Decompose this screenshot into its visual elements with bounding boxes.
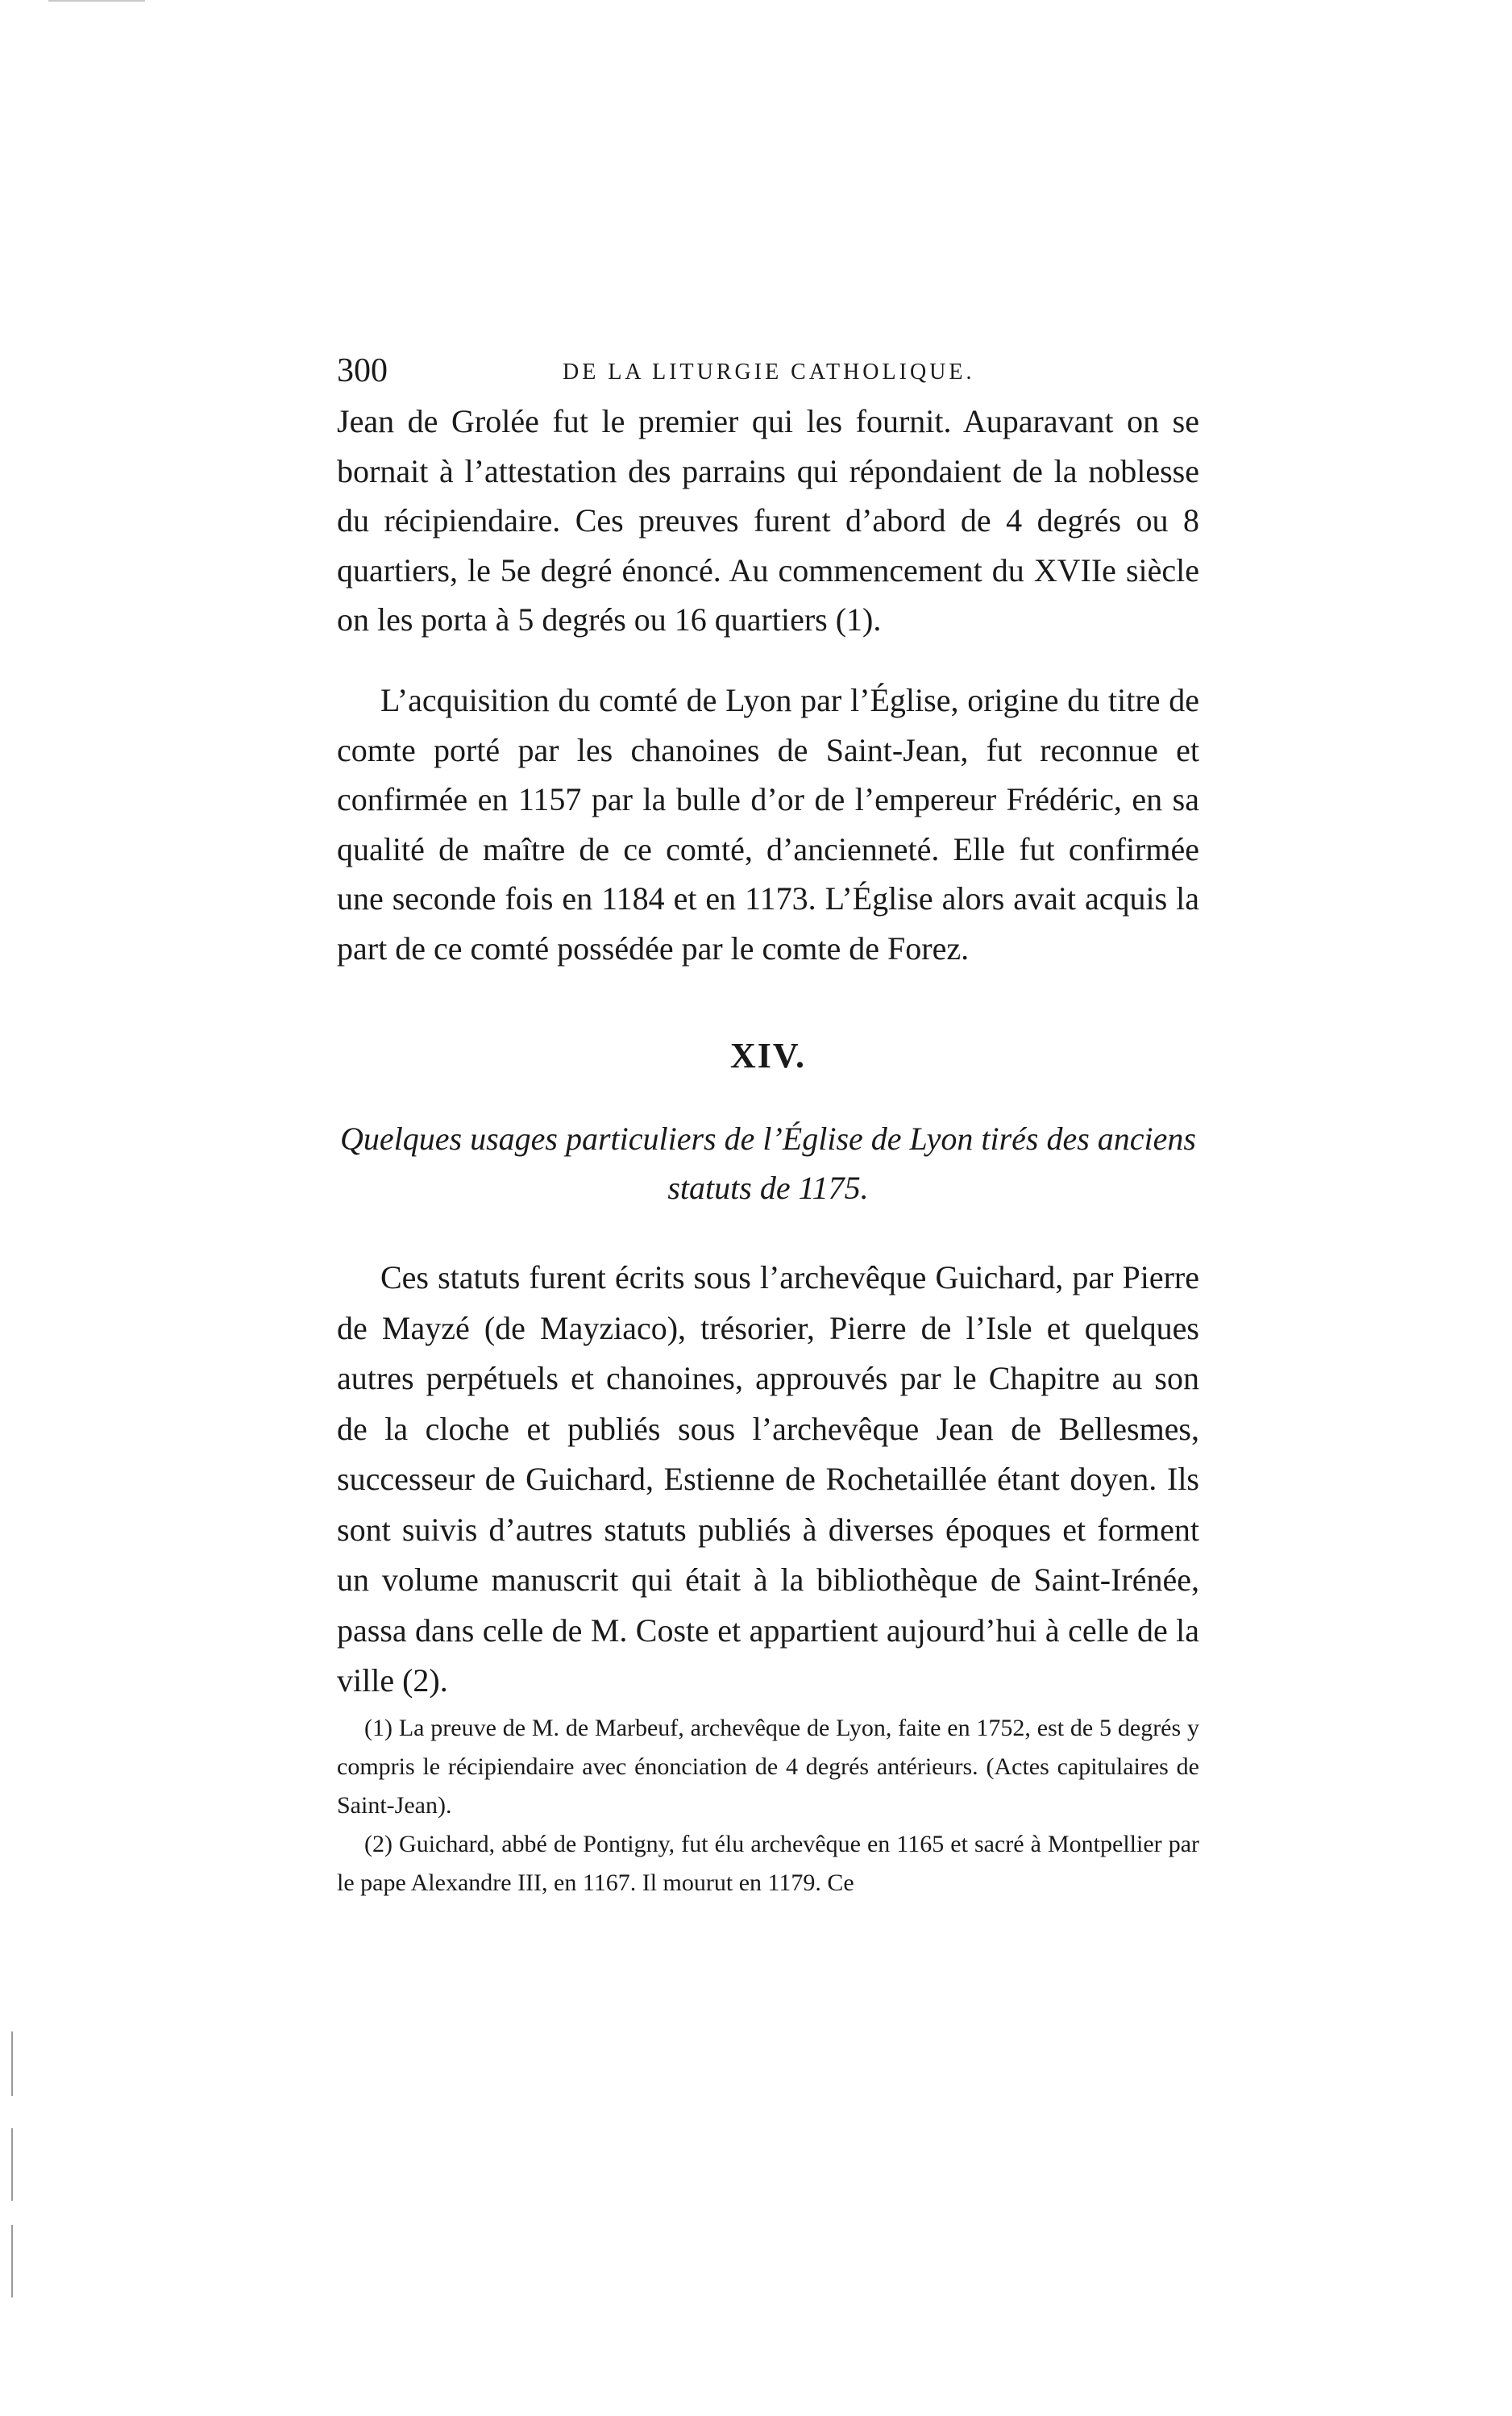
paragraph-statuts: Ces statuts furent écrits sous l’archevêque Guichard, par Pierre de Mayzé (de Mayziaco), trésorier, Pierre de l’Isle et quelques autres perpétuels et chanoines, approuvés par le Chapitre au son de la cloche et publiés sous l’archevêque Jean de Bellesmes, successeur de Guichard, Estienne de Rochetaillée étant doyen. Ils sont suivis d’autres statuts publiés à diverses époques et forment un volume manuscrit qui était à la bibliothèque de Saint-Irénée, passa dans celle de M. Coste et appartient aujourd’hui à celle de la ville (2). xyxy=(337,1259,1199,1699)
footnote xyxy=(337,1709,1199,1825)
section-title: Quelques usages particuliers de l’Église de Lyon tirés des anciens statuts de 1175. xyxy=(340,1121,1196,1206)
scan-artifact xyxy=(11,2225,13,2297)
footnotes xyxy=(337,1709,1199,1902)
footnote-mark: (1) xyxy=(364,1715,393,1741)
page-number: 300 xyxy=(337,352,388,389)
running-head xyxy=(337,351,1199,400)
footnote-text: Guichard, abbé de Pontigny, fut élu archevêque en 1165 et sacré à Montpellier par le pape Alexandre III, en 1167. Il mourut en 1179. Ce xyxy=(337,1831,1199,1896)
scan-artifact xyxy=(48,0,145,2)
footnote-text: La preuve de M. de Marbeuf, archevêque de Lyon, faite en 1752, est de 5 degrés y compris le récipiendaire avec énonciation de 4 degrés antérieurs. (Actes capitulaires de Saint-Jean). xyxy=(337,1715,1199,1819)
running-title: DE LA LITURGIE CATHOLIQUE. xyxy=(563,360,975,385)
scan-artifact xyxy=(11,2128,13,2201)
book-page xyxy=(337,0,1199,2416)
section-number: XIV. xyxy=(729,1036,806,1075)
paragraph-comte-de-lyon: L’acquisition du comté de Lyon par l’Église, origine du titre de comte porté par les chanoines de Saint-Jean, fut reconnue et confirmée en 1157 par la bulle d’or de l’empereur Frédéric, en sa qualité de maître de ce comté, d’ancienneté. Elle fut confirmée une seconde fois en 1184 et en 1173. L’Église alors avait acquis la part de ce comté possédée par le comte de Forez. xyxy=(337,682,1199,967)
scan-artifact xyxy=(11,2031,13,2096)
footnote-mark: (2) xyxy=(364,1831,393,1857)
footnote xyxy=(337,1825,1199,1902)
paragraph-continued: Jean de Grolée fut le premier qui les fournit. Auparavant on se bornait à l’attestation des parrains qui répondaient de la noblesse du récipiendaire. Ces preuves furent d’abord de 4 degrés ou 8 quartiers, le 5e degré énoncé. Au commencement du XVIIe siècle on les porta à 5 degrés ou 16 quartiers (1). xyxy=(337,403,1199,638)
